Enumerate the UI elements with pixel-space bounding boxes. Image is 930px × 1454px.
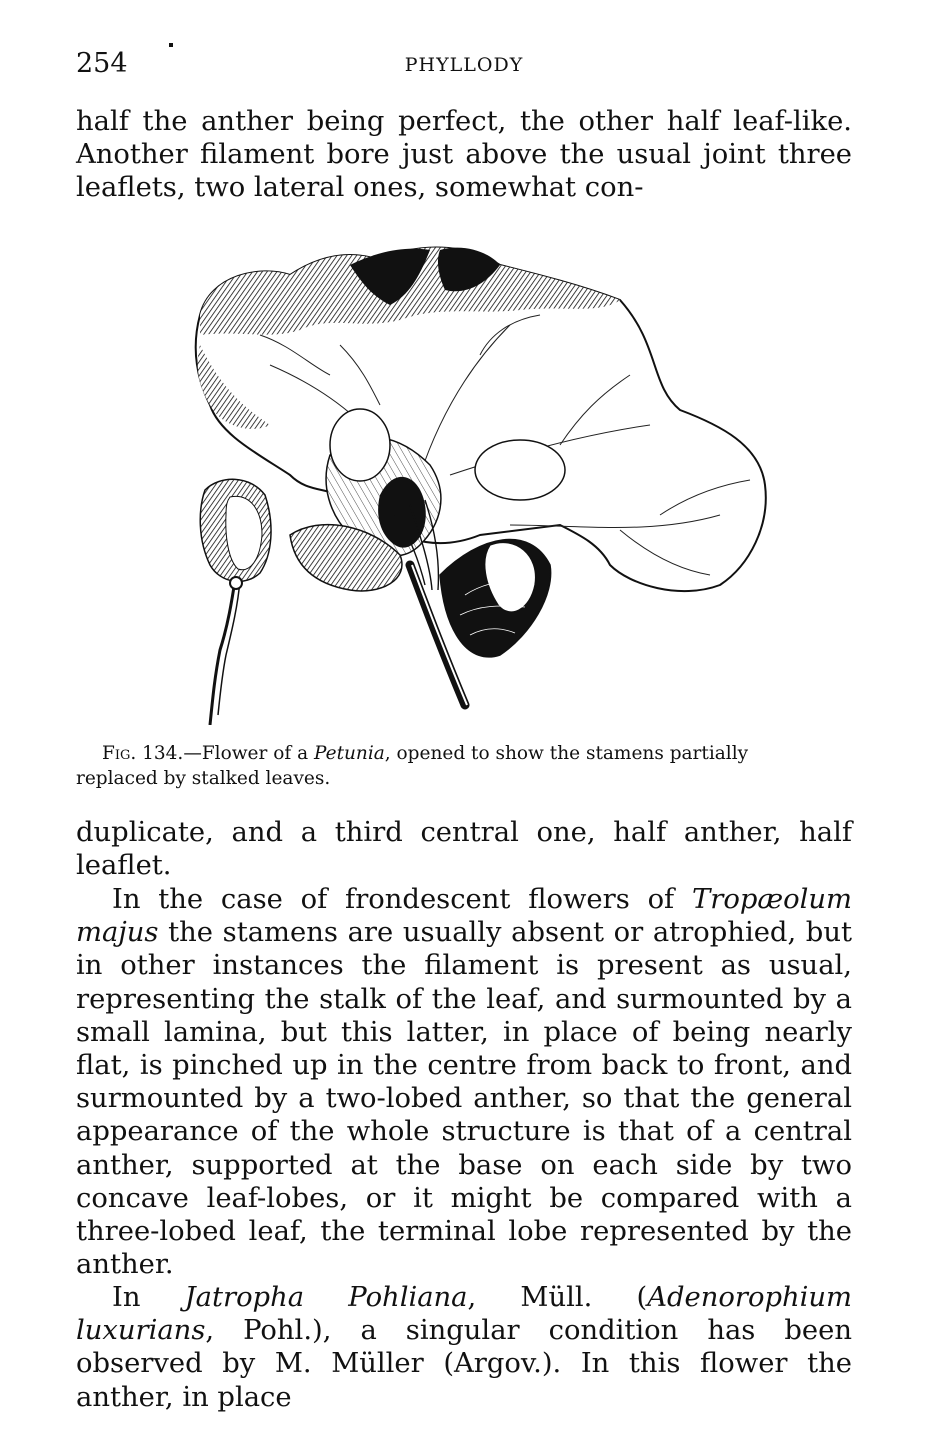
petunia-engraving bbox=[180, 235, 780, 725]
figure-caption bbox=[76, 741, 852, 791]
print-speck bbox=[169, 43, 173, 47]
synonym-adenorophium: Adenorophium luxurians bbox=[76, 1282, 853, 1347]
running-head bbox=[76, 48, 852, 88]
paragraph-top-text: half the anther being perfect, the other half leaf-like. Another filament bore just above the usual joint three leaflets, two lateral ones, somewhat con- bbox=[76, 106, 852, 204]
paragraph-jatropha: In Jatropha Pohliana, Müll. (Adenorophium luxurians, Pohl.), a singular condition has been observed by M. Müller (Argov.). In this flower the anther, in place bbox=[76, 1282, 853, 1413]
paragraph-tropaeolum: In the case of frondescent flowers of Tropæolum majus the stamens are usually absent or atrophied, but in other instances the filament is present as usual, representing the stalk of the leaf, and surmounted by a small lamina, but this latter, in place of being nearly flat, is pinched up in the centre from back to front, and surmounted by a two-lobed anther, so that the general appearance of the whole structure is that of a central anther, supported at the base on each side by two concave leaf-lobes, or it might be compared with a three-lobed leaf, the terminal lobe represented by the anther. bbox=[76, 884, 852, 1281]
caption-line-2: replaced by stalked leaves. bbox=[76, 768, 331, 789]
paragraph-top bbox=[76, 105, 852, 205]
species-tropaeolum: Tropæolum majus bbox=[76, 884, 852, 949]
figure-label: Fig. 134. bbox=[102, 743, 184, 764]
running-title: PHYLLODY bbox=[404, 54, 524, 76]
caption-genus: Petunia bbox=[314, 743, 385, 764]
caption-line-1: Fig. 134.—Flower of a Petunia, opened to show the stamens partially bbox=[102, 743, 749, 764]
paragraph-continuation-text: duplicate, and a third central one, half anther, half leaflet. bbox=[76, 817, 852, 882]
page-number: 254 bbox=[76, 48, 128, 79]
paragraph-continuation bbox=[76, 816, 852, 882]
species-jatropha: Jatropha Pohliana bbox=[184, 1282, 468, 1313]
figure-petunia-illustration bbox=[180, 235, 780, 725]
